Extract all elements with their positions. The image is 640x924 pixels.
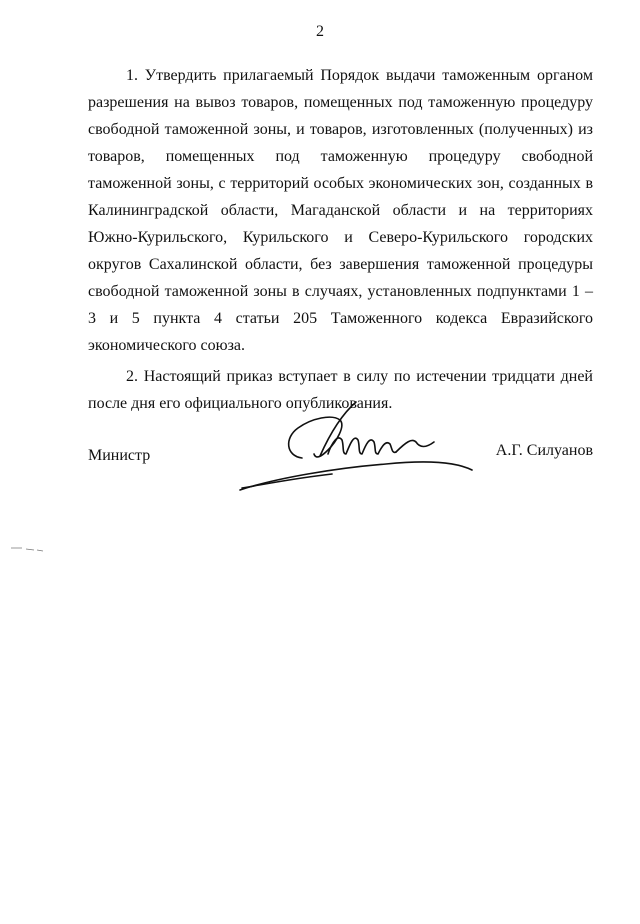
document-body <box>88 62 593 417</box>
handwritten-signature <box>236 398 476 498</box>
paragraph-2: 2. Настоящий приказ вступает в силу по истечении тридцати дней после дня его официального опубликования. <box>88 368 593 412</box>
scan-artifact <box>10 543 44 553</box>
signatory-position: Министр <box>88 447 151 464</box>
page-number: 2 <box>316 23 324 40</box>
signatory-name: А.Г. Силуанов <box>495 442 593 459</box>
paragraph-1: 1. Утвердить прилагаемый Порядок выдачи таможенным органом разрешения на вывоз товаров, помещенных под таможенную процедуру свободной таможенной зоны, и товаров, изготовленных (полученных) из товаров, помещенных под таможенную процедуру свободной таможенной зоны, с территорий особых экономических зон, созданных в Калининградской области, Магаданской области и на территориях Южно-Курильского, Курильского и Северо-Курильского городских округов Сахалинской области, без завершения таможенной процедуры свободной таможенной зоны в случаях, установленных подпунктами 1 – 3 и 5 пункта 4 статьи 205 Таможенного кодекса Евразийского экономического союза. <box>88 67 593 354</box>
